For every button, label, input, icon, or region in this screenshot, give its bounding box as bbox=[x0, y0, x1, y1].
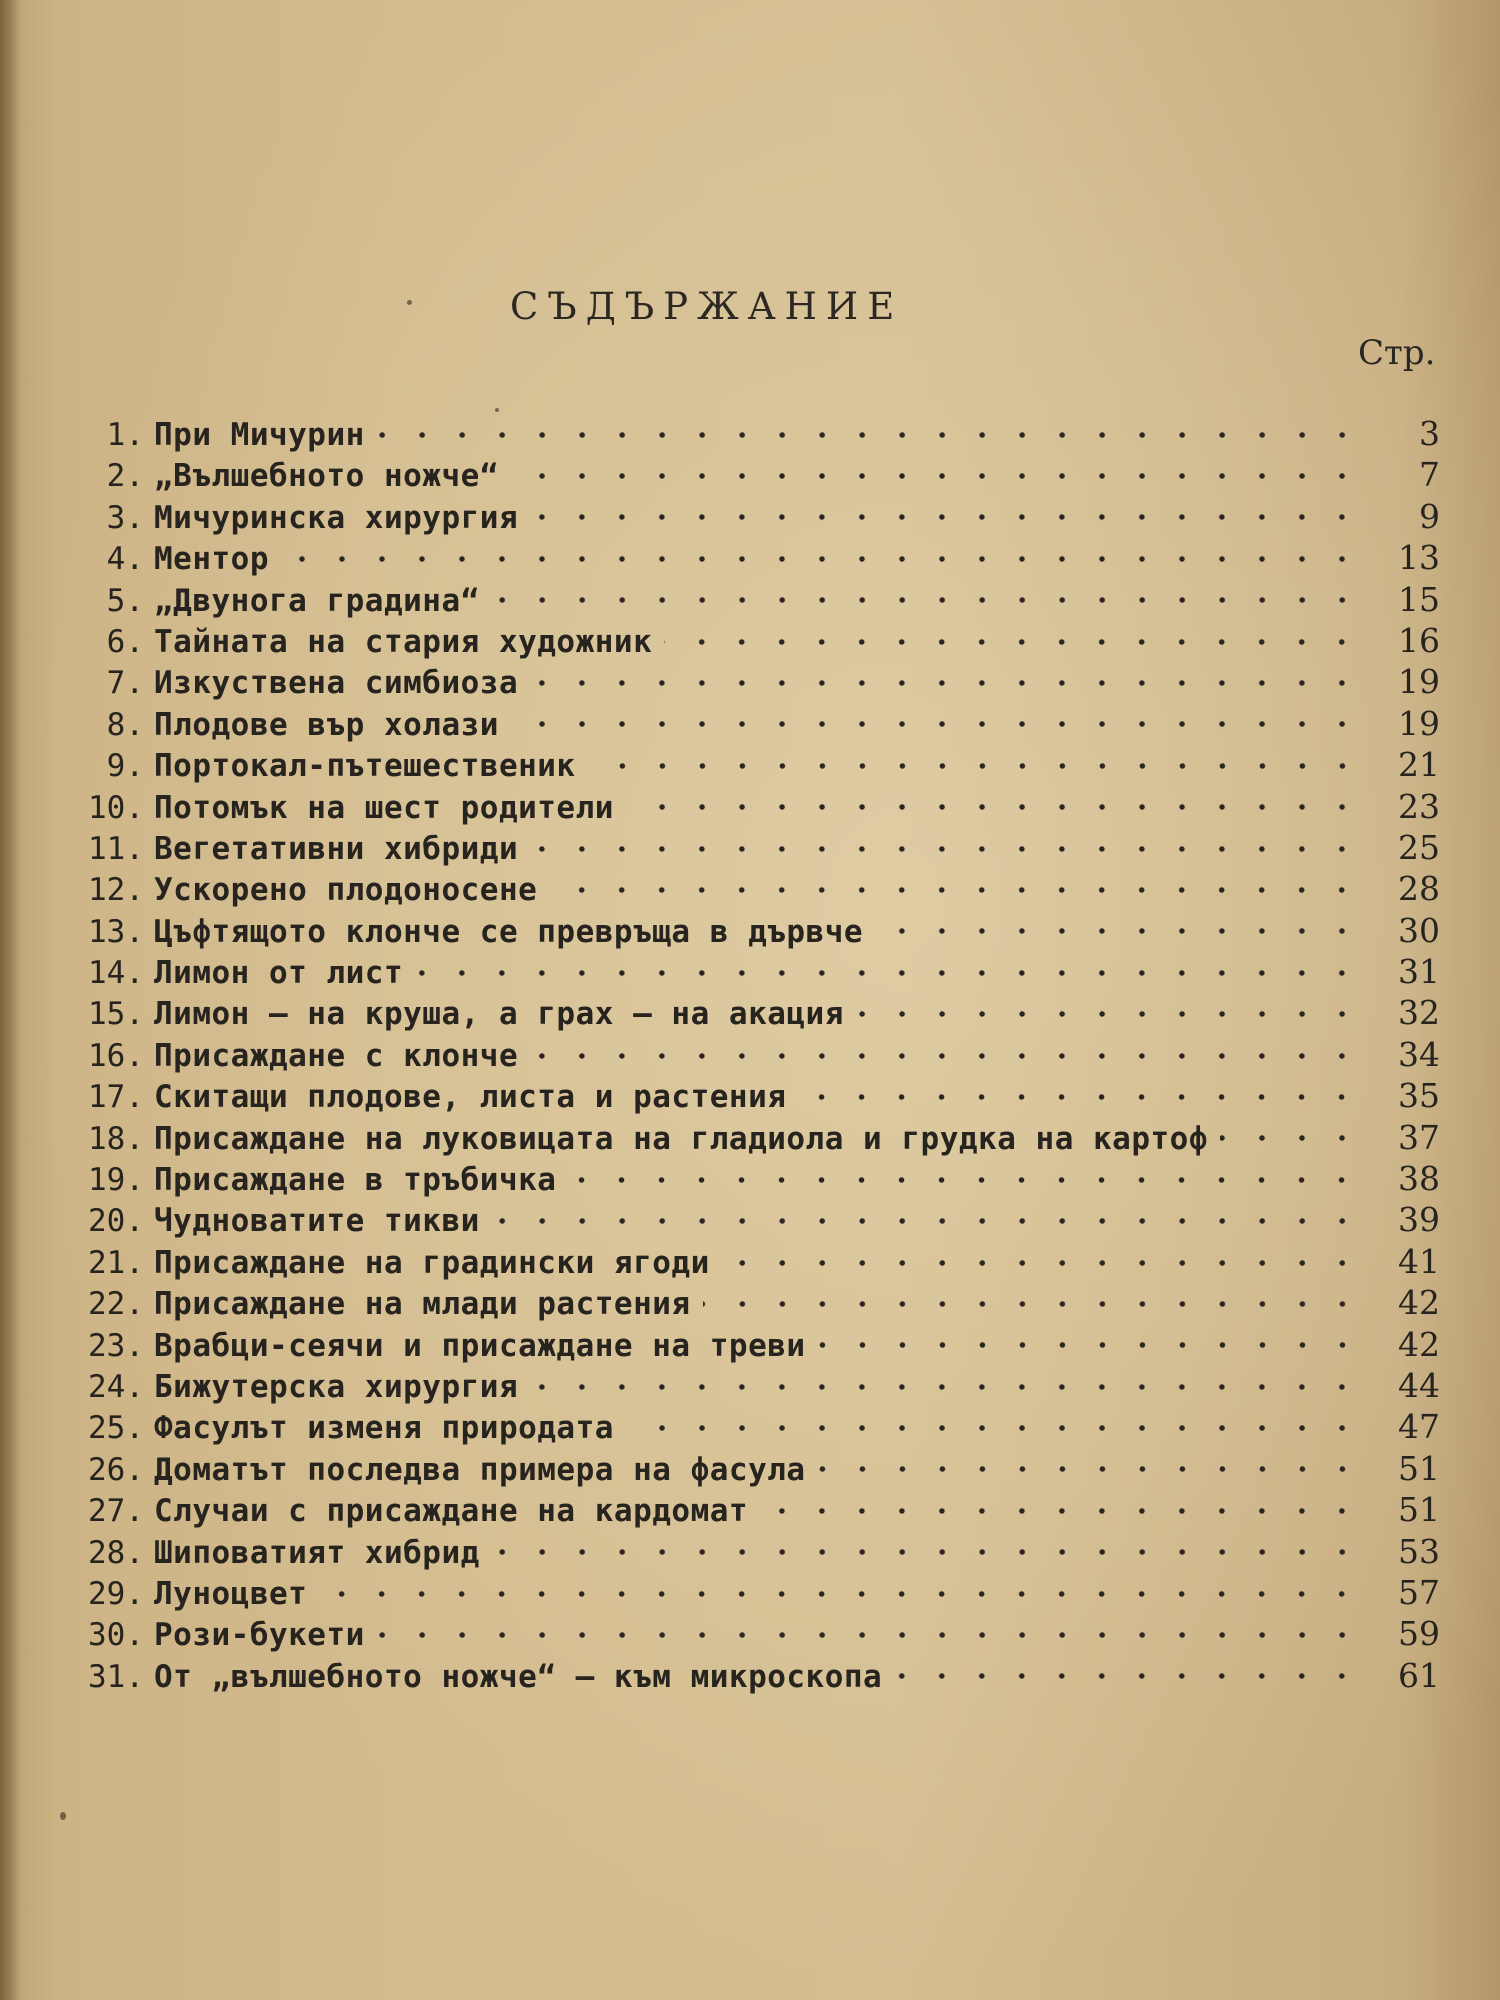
entry-page-number: 61 bbox=[1398, 1655, 1440, 1695]
toc-entry bbox=[78, 497, 1440, 538]
entry-page-number: 19 bbox=[1398, 703, 1440, 743]
entry-page-number: 35 bbox=[1398, 1076, 1440, 1116]
toc-entry bbox=[78, 828, 1440, 869]
dot-leader bbox=[377, 430, 1362, 440]
entry-number: 7. bbox=[106, 665, 144, 702]
dot-leader bbox=[818, 1464, 1362, 1474]
dot-leader bbox=[530, 1051, 1362, 1061]
entry-title: Присаждане с клонче bbox=[154, 1037, 519, 1074]
entry-page-number: 32 bbox=[1398, 993, 1440, 1033]
entry-title: Вегетативни хибриди bbox=[154, 830, 519, 867]
toc-entry bbox=[78, 745, 1440, 786]
entry-number: 19. bbox=[88, 1162, 144, 1199]
toc-entry bbox=[78, 1407, 1440, 1448]
toc-entry bbox=[78, 1656, 1440, 1697]
entry-title: Портокал-пътешественик bbox=[154, 748, 576, 785]
toc-entry bbox=[78, 869, 1440, 910]
entry-page-number: 13 bbox=[1398, 538, 1440, 578]
toc-entry bbox=[78, 1118, 1440, 1159]
dot-leader bbox=[760, 1506, 1362, 1516]
entry-title: Цъфтящото клонче се превръща в дървче bbox=[154, 913, 864, 950]
entry-number: 11. bbox=[88, 830, 144, 867]
entry-page-number: 21 bbox=[1398, 745, 1440, 785]
toc-entry bbox=[78, 1200, 1440, 1241]
dot-leader bbox=[856, 1009, 1362, 1019]
entry-title: Доматът последва примера на фасула bbox=[154, 1451, 806, 1488]
toc-entry bbox=[78, 993, 1440, 1034]
entry-number: 15. bbox=[88, 996, 144, 1033]
entry-page-number: 25 bbox=[1398, 827, 1440, 867]
entry-title: Случаи с присаждане на кардомат bbox=[154, 1493, 749, 1530]
entry-number: 13. bbox=[88, 913, 144, 950]
entry-title: „Двунога градина“ bbox=[154, 582, 480, 619]
entry-title: Лимон от лист bbox=[154, 955, 404, 992]
entry-number: 26. bbox=[88, 1451, 144, 1488]
dot-leader bbox=[530, 678, 1362, 688]
table-of-contents bbox=[78, 414, 1440, 1697]
entry-title: Скитащи плодове, листа и растения bbox=[154, 1079, 787, 1116]
entry-title: Рози-букети bbox=[154, 1617, 365, 1654]
toc-entry bbox=[78, 455, 1440, 496]
entry-title: Луноцвет bbox=[154, 1575, 308, 1612]
entry-title: Присаждане в тръбичка bbox=[154, 1162, 557, 1199]
entry-number: 18. bbox=[88, 1120, 144, 1157]
dot-leader bbox=[415, 968, 1362, 978]
toc-entry bbox=[78, 621, 1440, 662]
toc-entry bbox=[78, 787, 1440, 828]
dot-leader bbox=[530, 1382, 1362, 1392]
entry-title: Лимон — на круша, а грах — на акация bbox=[154, 996, 844, 1033]
paper-speck bbox=[60, 1812, 66, 1820]
entry-page-number: 44 bbox=[1398, 1365, 1440, 1405]
dot-leader bbox=[1220, 1133, 1362, 1143]
entry-page-number: 42 bbox=[1398, 1283, 1440, 1323]
toc-entry bbox=[78, 1035, 1440, 1076]
entry-number: 22. bbox=[88, 1286, 144, 1323]
entry-number: 14. bbox=[88, 955, 144, 992]
entry-title: „Вълшебното ножче“ bbox=[154, 458, 499, 495]
entry-title: Бижутерска хирургия bbox=[154, 1368, 519, 1405]
entry-title: Мичуринска хирургия bbox=[154, 499, 519, 536]
entry-page-number: 28 bbox=[1398, 869, 1440, 909]
toc-entry bbox=[78, 911, 1440, 952]
entry-page-number: 39 bbox=[1398, 1200, 1440, 1240]
toc-entry bbox=[78, 1614, 1440, 1655]
toc-entry bbox=[78, 1449, 1440, 1490]
entry-title: Тайната на стария художник bbox=[154, 623, 653, 660]
entry-number: 29. bbox=[88, 1575, 144, 1612]
entry-page-number: 38 bbox=[1398, 1159, 1440, 1199]
toc-entry bbox=[78, 1242, 1440, 1283]
entry-number: 1. bbox=[106, 417, 144, 453]
dot-leader bbox=[530, 512, 1362, 522]
entry-number: 27. bbox=[88, 1493, 144, 1530]
toc-entry bbox=[78, 1490, 1440, 1531]
entry-number: 12. bbox=[88, 872, 144, 909]
entry-title: Фасулът изменя природата bbox=[154, 1410, 614, 1447]
entry-page-number: 34 bbox=[1398, 1034, 1440, 1074]
entry-number: 21. bbox=[88, 1244, 144, 1281]
entry-page-number: 51 bbox=[1398, 1490, 1440, 1530]
entry-title: Врабци-сеячи и присаждане на треви bbox=[154, 1327, 806, 1364]
entry-page-number: 37 bbox=[1398, 1117, 1440, 1157]
entry-page-number: 47 bbox=[1398, 1407, 1440, 1447]
entry-page-number: 31 bbox=[1398, 952, 1440, 992]
dot-leader bbox=[511, 719, 1362, 729]
entry-number: 3. bbox=[106, 499, 144, 536]
entry-page-number: 53 bbox=[1398, 1531, 1440, 1571]
dot-leader bbox=[568, 1175, 1362, 1185]
entry-number: 24. bbox=[88, 1368, 144, 1405]
dot-leader bbox=[626, 802, 1362, 812]
dot-leader bbox=[492, 1547, 1362, 1557]
toc-entry bbox=[78, 414, 1440, 455]
entry-title: Присаждане на млади растения bbox=[154, 1286, 691, 1323]
toc-entry bbox=[78, 704, 1440, 745]
dot-leader bbox=[664, 637, 1362, 647]
toc-entry bbox=[78, 662, 1440, 703]
entry-title: Присаждане на градински ягоди bbox=[154, 1244, 710, 1281]
dot-leader bbox=[492, 595, 1362, 605]
toc-entry bbox=[78, 1325, 1440, 1366]
entry-page-number: 42 bbox=[1398, 1324, 1440, 1364]
paper-speck bbox=[495, 408, 499, 412]
entry-title: Плодове вър холази bbox=[154, 706, 499, 743]
entry-page-number: 41 bbox=[1398, 1241, 1440, 1281]
entry-title: Ускорено плодоносене bbox=[154, 872, 538, 909]
entry-page-number: 15 bbox=[1398, 579, 1440, 619]
entry-number: 4. bbox=[106, 541, 144, 578]
toc-entry bbox=[78, 1076, 1440, 1117]
toc-entry bbox=[78, 538, 1440, 579]
entry-page-number: 3 bbox=[1419, 414, 1440, 453]
entry-number: 5. bbox=[106, 582, 144, 619]
entry-number: 31. bbox=[88, 1658, 144, 1695]
entry-number: 23. bbox=[88, 1327, 144, 1364]
dot-leader bbox=[626, 1423, 1362, 1433]
paper-speck bbox=[407, 300, 412, 305]
entry-number: 16. bbox=[88, 1037, 144, 1074]
entry-number: 28. bbox=[88, 1534, 144, 1571]
entry-page-number: 23 bbox=[1398, 786, 1440, 826]
toc-entry bbox=[78, 1283, 1440, 1324]
dot-leader bbox=[588, 761, 1362, 771]
entry-page-number: 16 bbox=[1398, 620, 1440, 660]
entry-page-number: 30 bbox=[1398, 910, 1440, 950]
entry-page-number: 7 bbox=[1419, 455, 1440, 495]
dot-leader bbox=[511, 471, 1362, 481]
entry-page-number: 19 bbox=[1398, 662, 1440, 702]
dot-leader bbox=[492, 1216, 1362, 1226]
entry-page-number: 9 bbox=[1419, 496, 1440, 536]
entry-number: 6. bbox=[106, 623, 144, 660]
dot-leader bbox=[377, 1630, 1362, 1640]
entry-title: Шиповатият хибрид bbox=[154, 1534, 480, 1571]
dot-leader bbox=[798, 1092, 1362, 1102]
entry-number: 30. bbox=[88, 1617, 144, 1654]
dot-leader bbox=[281, 554, 1362, 564]
dot-leader bbox=[894, 1671, 1362, 1681]
dot-leader bbox=[722, 1258, 1362, 1268]
entry-page-number: 59 bbox=[1398, 1614, 1440, 1654]
entry-title: Присаждане на луковицата на гладиола и грудка на картоф bbox=[154, 1120, 1208, 1157]
entry-number: 20. bbox=[88, 1203, 144, 1240]
toc-entry bbox=[78, 1159, 1440, 1200]
toc-entry bbox=[78, 952, 1440, 993]
toc-entry bbox=[78, 1573, 1440, 1614]
entry-number: 9. bbox=[106, 748, 144, 785]
toc-entry bbox=[78, 1532, 1440, 1573]
dot-leader bbox=[319, 1589, 1362, 1599]
entry-number: 8. bbox=[106, 706, 144, 743]
dot-leader bbox=[703, 1299, 1362, 1309]
dot-leader bbox=[549, 885, 1362, 895]
entry-page-number: 57 bbox=[1398, 1572, 1440, 1612]
page-column-header: Стр. bbox=[1358, 333, 1436, 373]
entry-number: 10. bbox=[88, 789, 144, 826]
toc-entry bbox=[78, 580, 1440, 621]
entry-number: 17. bbox=[88, 1079, 144, 1116]
page-title: СЪДЪРЖАНИЕ bbox=[510, 285, 904, 328]
entry-title: От „вълшебното ножче“ — към микроскопа bbox=[154, 1658, 883, 1695]
binding-shadow bbox=[0, 0, 22, 2000]
entry-title: Чудноватите тикви bbox=[154, 1203, 480, 1240]
entry-title: Потомък на шест родители bbox=[154, 789, 614, 826]
dot-leader bbox=[875, 926, 1362, 936]
entry-title: При Мичурин bbox=[154, 417, 365, 453]
entry-page-number: 51 bbox=[1398, 1448, 1440, 1488]
entry-number: 25. bbox=[88, 1410, 144, 1447]
dot-leader bbox=[530, 844, 1362, 854]
dot-leader bbox=[818, 1340, 1362, 1350]
entry-title: Ментор bbox=[154, 541, 269, 578]
toc-entry bbox=[78, 1366, 1440, 1407]
entry-title: Изкуствена симбиоза bbox=[154, 665, 519, 702]
entry-number: 2. bbox=[106, 458, 144, 495]
